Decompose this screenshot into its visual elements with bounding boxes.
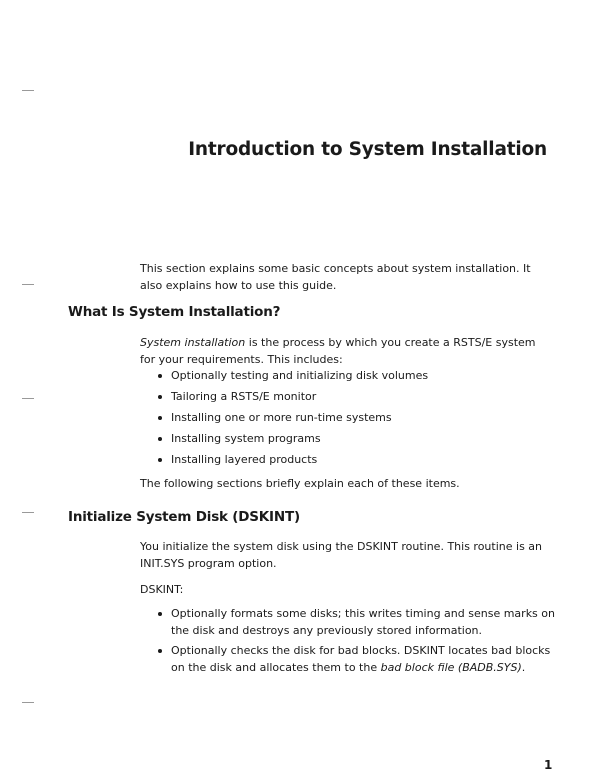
page-number: 1 — [544, 758, 553, 772]
paragraph — [140, 334, 545, 368]
list-item: Optionally formats some disks; this writes timing and sense marks on the disk and destroys any previously stored information. — [158, 605, 561, 639]
scan-mark — [22, 512, 34, 513]
list-item: Tailoring a RSTS/E monitor — [158, 388, 561, 405]
paragraph-label: DSKINT: — [140, 583, 184, 596]
paragraph-text: is the process by which you create a RSTS/E system for your requirements. This includes: — [140, 336, 536, 366]
italic-term: bad block file (BADB.SYS) — [380, 661, 522, 674]
section-heading: Initialize System Disk (DSKINT) — [68, 509, 300, 525]
scan-mark — [22, 398, 34, 399]
list-item-text: Optionally checks the disk for bad blocks. DSKINT locates bad blocks on the disk and allocates them to the — [171, 644, 551, 674]
scan-mark — [22, 702, 34, 703]
page-title: Introduction to System Installation — [188, 139, 547, 160]
list-item-text: . — [521, 661, 526, 674]
section-heading: What Is System Installation? — [68, 304, 281, 320]
list-item: Installing layered products — [158, 451, 561, 468]
list-item: Installing one or more run-time systems — [158, 409, 561, 426]
paragraph: You initialize the system disk using the DSKINT routine. This routine is an INIT.SYS program option. — [140, 540, 543, 570]
list-item: Installing system programs — [158, 430, 561, 447]
intro-paragraph: This section explains some basic concepts about system installation. It also explains how to use this guide. — [140, 262, 531, 292]
list-item: Optionally testing and initializing disk volumes — [158, 367, 561, 384]
italic-term: System installation — [140, 336, 246, 349]
paragraph: The following sections briefly explain each of these items. — [140, 477, 460, 490]
list-item — [158, 642, 561, 676]
scan-mark — [22, 284, 34, 285]
scan-mark — [22, 90, 34, 91]
